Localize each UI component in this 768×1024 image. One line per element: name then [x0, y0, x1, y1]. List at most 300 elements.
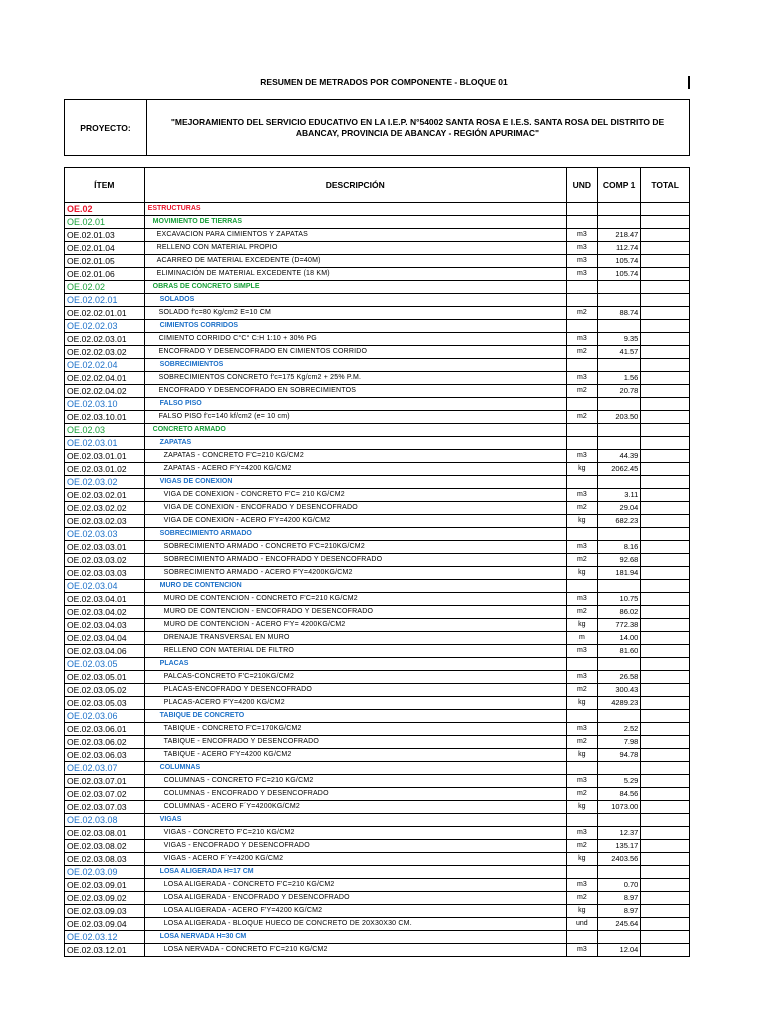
- row-comp1: 29.04: [597, 502, 640, 515]
- row-comp1: 1.56: [597, 372, 640, 385]
- row-description: CIMIENTOS CORRIDOS: [144, 320, 566, 333]
- row-description: PLACAS: [144, 658, 566, 671]
- row-item-code: OE.02.03.08.01: [65, 827, 145, 840]
- row-item-code: OE.02.03.04.06: [65, 645, 145, 658]
- row-total: [641, 372, 690, 385]
- table-row: [65, 931, 690, 944]
- row-comp1: 8.97: [597, 905, 640, 918]
- row-comp1: [597, 580, 640, 593]
- row-description: LOSA ALIGERADA - BLOQUE HUECO DE CONCRETO DE 20X30X30 CM.: [144, 918, 566, 931]
- table-row: [65, 905, 690, 918]
- row-total: [641, 658, 690, 671]
- row-comp1: 20.78: [597, 385, 640, 398]
- row-unit: und: [566, 918, 597, 931]
- row-total: [641, 502, 690, 515]
- row-total: [641, 216, 690, 229]
- row-item-code: OE.02.03.05.02: [65, 684, 145, 697]
- row-comp1: [597, 281, 640, 294]
- row-total: [641, 697, 690, 710]
- row-total: [641, 489, 690, 502]
- row-item-code: OE.02.02.04.01: [65, 372, 145, 385]
- row-total: [641, 749, 690, 762]
- row-comp1: 10.75: [597, 593, 640, 606]
- row-item-code: OE.02.02.04.02: [65, 385, 145, 398]
- row-unit: m2: [566, 684, 597, 697]
- row-description: COLUMNAS: [144, 762, 566, 775]
- table-row: [65, 294, 690, 307]
- table-row: [65, 333, 690, 346]
- row-unit: m3: [566, 879, 597, 892]
- row-description: OBRAS DE CONCRETO SIMPLE: [144, 281, 566, 294]
- row-comp1: 245.64: [597, 918, 640, 931]
- row-item-code: OE.02.03.04.04: [65, 632, 145, 645]
- row-total: [641, 515, 690, 528]
- table-row: [65, 827, 690, 840]
- row-item-code: OE.02.02.03: [65, 320, 145, 333]
- row-unit: kg: [566, 515, 597, 528]
- row-comp1: 2062.45: [597, 463, 640, 476]
- row-comp1: 12.04: [597, 944, 640, 957]
- row-total: [641, 437, 690, 450]
- table-row: [65, 398, 690, 411]
- row-description: LOSA NERVADA - CONCRETO F'C=210 KG/CM2: [144, 944, 566, 957]
- row-item-code: OE.02.03: [65, 424, 145, 437]
- row-description: ZAPATAS - ACERO F'Y=4200 KG/CM2: [144, 463, 566, 476]
- row-unit: [566, 398, 597, 411]
- row-description: MURO DE CONTENCION - ACERO F'Y= 4200KG/CM2: [144, 619, 566, 632]
- row-item-code: OE.02.01: [65, 216, 145, 229]
- table-row: [65, 710, 690, 723]
- row-comp1: 12.37: [597, 827, 640, 840]
- row-comp1: [597, 320, 640, 333]
- row-unit: kg: [566, 619, 597, 632]
- row-comp1: 1073.00: [597, 801, 640, 814]
- table-row: [65, 502, 690, 515]
- table-row: [65, 268, 690, 281]
- table-row: [65, 606, 690, 619]
- row-total: [641, 775, 690, 788]
- row-description: ACARREO DE MATERIAL EXCEDENTE (D=40M): [144, 255, 566, 268]
- table-row: [65, 450, 690, 463]
- table-row: [65, 489, 690, 502]
- row-description: ZAPATAS - CONCRETO F'C=210 KG/CM2: [144, 450, 566, 463]
- row-unit: m3: [566, 671, 597, 684]
- row-unit: [566, 424, 597, 437]
- project-label: PROYECTO:: [65, 100, 147, 155]
- row-comp1: 2403.56: [597, 853, 640, 866]
- metrados-table: [64, 167, 690, 957]
- row-total: [641, 450, 690, 463]
- row-total: [641, 736, 690, 749]
- row-item-code: OE.02.03.09.03: [65, 905, 145, 918]
- row-description: COLUMNAS - CONCRETO F'C=210 KG/CM2: [144, 775, 566, 788]
- table-row: [65, 697, 690, 710]
- row-description: TABIQUE DE CONCRETO: [144, 710, 566, 723]
- table-row: [65, 320, 690, 333]
- text-cursor: [688, 76, 690, 89]
- row-item-code: OE.02.02.03.02: [65, 346, 145, 359]
- row-total: [641, 840, 690, 853]
- row-description: VIGAS: [144, 814, 566, 827]
- row-description: LOSA NERVADA H=30 CM: [144, 931, 566, 944]
- table-row: [65, 580, 690, 593]
- row-description: VIGA DE CONEXION - ACERO F'Y=4200 KG/CM2: [144, 515, 566, 528]
- row-comp1: 81.60: [597, 645, 640, 658]
- table-row: [65, 879, 690, 892]
- row-item-code: OE.02.03.02.01: [65, 489, 145, 502]
- table-row: [65, 359, 690, 372]
- table-row: [65, 281, 690, 294]
- table-row: [65, 788, 690, 801]
- table-row: [65, 658, 690, 671]
- row-unit: kg: [566, 463, 597, 476]
- row-description: SOBRECIMIENTO ARMADO: [144, 528, 566, 541]
- row-description: TABIQUE - ACERO F'Y=4200 KG/CM2: [144, 749, 566, 762]
- row-unit: [566, 658, 597, 671]
- row-unit: [566, 437, 597, 450]
- row-item-code: OE.02.02.01.01: [65, 307, 145, 320]
- row-total: [641, 853, 690, 866]
- row-comp1: 84.56: [597, 788, 640, 801]
- row-unit: m2: [566, 346, 597, 359]
- row-comp1: 105.74: [597, 255, 640, 268]
- row-description: PLACAS-ACERO F'Y=4200 KG/CM2: [144, 697, 566, 710]
- table-row: [65, 385, 690, 398]
- row-item-code: OE.02.03.06: [65, 710, 145, 723]
- row-unit: m3: [566, 372, 597, 385]
- row-item-code: OE.02.03.07.01: [65, 775, 145, 788]
- row-comp1: [597, 814, 640, 827]
- row-item-code: OE.02.03.04.01: [65, 593, 145, 606]
- row-comp1: 300.43: [597, 684, 640, 697]
- row-description: LOSA ALIGERADA - ACERO F'Y=4200 KG/CM2: [144, 905, 566, 918]
- row-item-code: OE.02.03.04.03: [65, 619, 145, 632]
- row-description: COLUMNAS - ENCOFRADO Y DESENCOFRADO: [144, 788, 566, 801]
- row-item-code: OE.02.03.09.04: [65, 918, 145, 931]
- row-total: [641, 333, 690, 346]
- row-unit: m3: [566, 723, 597, 736]
- row-description: COLUMNAS - ACERO F´Y=4200KG/CM2: [144, 801, 566, 814]
- table-row: [65, 307, 690, 320]
- row-description: RELLENO CON MATERIAL DE FILTRO: [144, 645, 566, 658]
- row-total: [641, 528, 690, 541]
- row-description: MURO DE CONTENCION - CONCRETO F'C=210 KG/CM2: [144, 593, 566, 606]
- row-item-code: OE.02.03.02: [65, 476, 145, 489]
- row-total: [641, 788, 690, 801]
- table-row: [65, 515, 690, 528]
- row-comp1: [597, 866, 640, 879]
- row-total: [641, 255, 690, 268]
- row-unit: [566, 476, 597, 489]
- header-und: UND: [566, 168, 597, 203]
- table-row: [65, 775, 690, 788]
- row-unit: m3: [566, 333, 597, 346]
- row-comp1: 94.78: [597, 749, 640, 762]
- table-row: [65, 918, 690, 931]
- row-total: [641, 411, 690, 424]
- row-comp1: 3.11: [597, 489, 640, 502]
- row-total: [641, 320, 690, 333]
- row-unit: kg: [566, 801, 597, 814]
- row-total: [641, 268, 690, 281]
- row-comp1: 86.02: [597, 606, 640, 619]
- table-row: [65, 671, 690, 684]
- row-item-code: OE.02.03.07.03: [65, 801, 145, 814]
- row-unit: m2: [566, 307, 597, 320]
- row-total: [641, 554, 690, 567]
- row-item-code: OE.02.03.12.01: [65, 944, 145, 957]
- row-unit: m2: [566, 554, 597, 567]
- row-description: SOBRECIMIENTO ARMADO - ENCOFRADO Y DESENCOFRADO: [144, 554, 566, 567]
- row-total: [641, 606, 690, 619]
- row-comp1: [597, 528, 640, 541]
- row-item-code: OE.02.03.09.02: [65, 892, 145, 905]
- table-row: [65, 840, 690, 853]
- row-total: [641, 619, 690, 632]
- row-total: [641, 814, 690, 827]
- row-description: SOLADO f'c=80 Kg/cm2 E=10 CM: [144, 307, 566, 320]
- row-item-code: OE.02.03.10.01: [65, 411, 145, 424]
- row-item-code: OE.02: [65, 203, 145, 216]
- row-unit: m2: [566, 788, 597, 801]
- row-description: VIGAS DE CONEXION: [144, 476, 566, 489]
- row-total: [641, 866, 690, 879]
- row-unit: [566, 528, 597, 541]
- table-row: [65, 541, 690, 554]
- row-item-code: OE.02.03.03: [65, 528, 145, 541]
- row-item-code: OE.02.03.06.02: [65, 736, 145, 749]
- row-total: [641, 762, 690, 775]
- table-row: [65, 528, 690, 541]
- row-total: [641, 567, 690, 580]
- row-unit: kg: [566, 749, 597, 762]
- document-title: RESUMEN DE METRADOS POR COMPONENTE - BLOQUE 01: [260, 77, 508, 87]
- row-unit: m3: [566, 242, 597, 255]
- row-comp1: 4289.23: [597, 697, 640, 710]
- row-description: TABIQUE - ENCOFRADO Y DESENCOFRADO: [144, 736, 566, 749]
- row-item-code: OE.02.03.03.01: [65, 541, 145, 554]
- row-unit: kg: [566, 853, 597, 866]
- row-unit: m3: [566, 255, 597, 268]
- table-row: [65, 892, 690, 905]
- table-row: [65, 567, 690, 580]
- row-item-code: OE.02.02.03.01: [65, 333, 145, 346]
- row-unit: m2: [566, 736, 597, 749]
- row-comp1: 14.00: [597, 632, 640, 645]
- row-unit: [566, 320, 597, 333]
- row-total: [641, 892, 690, 905]
- table-row: [65, 853, 690, 866]
- row-item-code: OE.02.03.01.02: [65, 463, 145, 476]
- table-header-row: [65, 168, 690, 203]
- row-comp1: [597, 294, 640, 307]
- row-comp1: [597, 658, 640, 671]
- row-item-code: OE.02.01.05: [65, 255, 145, 268]
- row-description: PLACAS-ENCOFRADO Y DESENCOFRADO: [144, 684, 566, 697]
- row-unit: m3: [566, 775, 597, 788]
- row-comp1: 5.29: [597, 775, 640, 788]
- row-total: [641, 424, 690, 437]
- row-unit: [566, 866, 597, 879]
- row-total: [641, 827, 690, 840]
- row-comp1: 8.97: [597, 892, 640, 905]
- row-total: [641, 203, 690, 216]
- row-comp1: 105.74: [597, 268, 640, 281]
- row-item-code: OE.02.03.06.01: [65, 723, 145, 736]
- table-row: [65, 372, 690, 385]
- row-unit: m3: [566, 593, 597, 606]
- row-comp1: [597, 203, 640, 216]
- table-body: [65, 203, 690, 957]
- row-comp1: 135.17: [597, 840, 640, 853]
- row-total: [641, 632, 690, 645]
- row-description: SOBRECIMIENTOS: [144, 359, 566, 372]
- row-total: [641, 918, 690, 931]
- row-unit: m2: [566, 411, 597, 424]
- row-description: PALCAS-CONCRETO F'C=210KG/CM2: [144, 671, 566, 684]
- table-row: [65, 463, 690, 476]
- row-item-code: OE.02.03.06.03: [65, 749, 145, 762]
- project-box: [64, 99, 690, 156]
- row-comp1: [597, 424, 640, 437]
- row-comp1: 44.39: [597, 450, 640, 463]
- row-comp1: [597, 359, 640, 372]
- header-item: ÍTEM: [65, 168, 145, 203]
- row-unit: m2: [566, 606, 597, 619]
- row-unit: m3: [566, 944, 597, 957]
- row-item-code: OE.02.03.08: [65, 814, 145, 827]
- row-unit: m3: [566, 450, 597, 463]
- row-description: LOSA ALIGERADA - ENCOFRADO Y DESENCOFRADO: [144, 892, 566, 905]
- row-total: [641, 359, 690, 372]
- row-item-code: OE.02.01.04: [65, 242, 145, 255]
- row-unit: m3: [566, 827, 597, 840]
- row-description: VIGAS - CONCRETO F'C=210 KG/CM2: [144, 827, 566, 840]
- row-comp1: 9.35: [597, 333, 640, 346]
- row-comp1: 218.47: [597, 229, 640, 242]
- row-item-code: OE.02.03.07.02: [65, 788, 145, 801]
- row-item-code: OE.02.03.05: [65, 658, 145, 671]
- row-unit: m3: [566, 645, 597, 658]
- header-comp1: COMP 1: [597, 168, 640, 203]
- row-total: [641, 944, 690, 957]
- row-description: FALSO PISO: [144, 398, 566, 411]
- row-item-code: OE.02.03.01: [65, 437, 145, 450]
- header-descripcion: DESCRIPCIÓN: [144, 168, 566, 203]
- row-unit: m2: [566, 892, 597, 905]
- row-description: ENCOFRADO Y DESENCOFRADO EN SOBRECIMIENTOS: [144, 385, 566, 398]
- row-unit: m2: [566, 385, 597, 398]
- table-row: [65, 736, 690, 749]
- row-description: FALSO PISO f'c=140 kf/cm2 (e= 10 cm): [144, 411, 566, 424]
- table-row: [65, 242, 690, 255]
- row-item-code: OE.02.03.12: [65, 931, 145, 944]
- table-row: [65, 255, 690, 268]
- row-item-code: OE.02.03.01.01: [65, 450, 145, 463]
- row-total: [641, 398, 690, 411]
- table-row: [65, 216, 690, 229]
- row-comp1: 203.50: [597, 411, 640, 424]
- row-total: [641, 385, 690, 398]
- row-total: [641, 580, 690, 593]
- row-comp1: [597, 476, 640, 489]
- row-description: ZAPATAS: [144, 437, 566, 450]
- row-comp1: 112.74: [597, 242, 640, 255]
- row-unit: m3: [566, 229, 597, 242]
- row-description: CONCRETO ARMADO: [144, 424, 566, 437]
- row-total: [641, 294, 690, 307]
- row-comp1: 772.38: [597, 619, 640, 632]
- row-comp1: [597, 216, 640, 229]
- row-comp1: 0.70: [597, 879, 640, 892]
- row-total: [641, 242, 690, 255]
- row-comp1: 2.52: [597, 723, 640, 736]
- table-row: [65, 619, 690, 632]
- row-comp1: [597, 437, 640, 450]
- row-unit: kg: [566, 905, 597, 918]
- row-total: [641, 593, 690, 606]
- table-row: [65, 203, 690, 216]
- row-total: [641, 671, 690, 684]
- row-description: TABIQUE - CONCRETO F'C=170KG/CM2: [144, 723, 566, 736]
- project-name: "MEJORAMIENTO DEL SERVICIO EDUCATIVO EN LA I.E.P. N°54002 SANTA ROSA E I.E.S. SANTA ROSA DEL DISTRITO DE ABANCAY, PROVINCIA DE ABANCAY - REGIÓN APURIMAC": [170, 116, 665, 138]
- table-row: [65, 424, 690, 437]
- row-item-code: OE.02.03.09: [65, 866, 145, 879]
- row-unit: m: [566, 632, 597, 645]
- row-item-code: OE.02.03.04.02: [65, 606, 145, 619]
- row-total: [641, 307, 690, 320]
- row-comp1: [597, 931, 640, 944]
- row-description: SOBRECIMIENTOS CONCRETO f'c=175 Kg/cm2 + 25% P.M.: [144, 372, 566, 385]
- row-comp1: 7.98: [597, 736, 640, 749]
- row-total: [641, 684, 690, 697]
- table-row: [65, 632, 690, 645]
- row-comp1: [597, 398, 640, 411]
- table-row: [65, 346, 690, 359]
- row-description: VIGAS - ENCOFRADO Y DESENCOFRADO: [144, 840, 566, 853]
- table-row: [65, 411, 690, 424]
- table-row: [65, 749, 690, 762]
- row-unit: [566, 359, 597, 372]
- table-row: [65, 645, 690, 658]
- row-item-code: OE.02.01.03: [65, 229, 145, 242]
- row-item-code: OE.02.03.09.01: [65, 879, 145, 892]
- table-row: [65, 944, 690, 957]
- table-row: [65, 866, 690, 879]
- row-description: EXCAVACION PARA CIMIENTOS Y ZAPATAS: [144, 229, 566, 242]
- row-description: VIGA DE CONEXION - ENCOFRADO Y DESENCOFRADO: [144, 502, 566, 515]
- row-comp1: 8.16: [597, 541, 640, 554]
- row-description: CIMIENTO CORRIDO C°C° C:H 1:10 + 30% PG: [144, 333, 566, 346]
- row-item-code: OE.02.03.05.03: [65, 697, 145, 710]
- row-item-code: OE.02.02.04: [65, 359, 145, 372]
- row-unit: [566, 294, 597, 307]
- row-total: [641, 723, 690, 736]
- row-total: [641, 710, 690, 723]
- row-description: ESTRUCTURAS: [144, 203, 566, 216]
- row-total: [641, 346, 690, 359]
- row-description: MOVIMIENTO DE TIERRAS: [144, 216, 566, 229]
- row-total: [641, 879, 690, 892]
- table-row: [65, 723, 690, 736]
- row-unit: m2: [566, 502, 597, 515]
- row-total: [641, 931, 690, 944]
- row-comp1: 181.94: [597, 567, 640, 580]
- row-comp1: 41.57: [597, 346, 640, 359]
- row-comp1: 88.74: [597, 307, 640, 320]
- row-description: ELIMINACIÓN DE MATERIAL EXCEDENTE (18 KM): [144, 268, 566, 281]
- table-row: [65, 684, 690, 697]
